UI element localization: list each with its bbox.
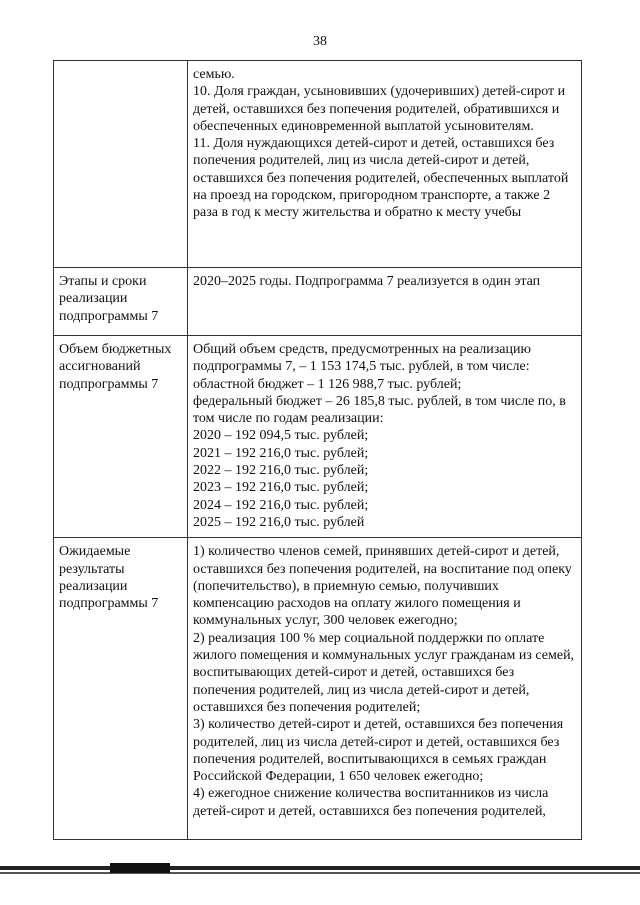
content-line: федеральный бюджет – 26 185,8 тыс. рублей, в том числе по, в том числе по годам реализации: <box>193 393 566 427</box>
row-label: Этапы и сроки реализации подпрограммы 7 <box>54 268 188 336</box>
scan-artifact-line <box>0 872 640 874</box>
passport-table <box>53 60 582 840</box>
scan-artifact-line <box>0 866 640 870</box>
content-line: 2023 – 192 216,0 тыс. рублей; <box>193 480 369 496</box>
table-row <box>54 61 582 268</box>
content-line: 2025 – 192 216,0 тыс. рублей <box>193 514 365 530</box>
table-row <box>54 268 582 336</box>
content-line: 3) количество детей-сирот и детей, оставшихся без попечения родителей, лиц из числа детей-сирот и детей, оставшихся без попечения родителей, воспитывающихся в семьях граждан Российской Федерации, 1 650 человек ежегодно; <box>193 717 564 785</box>
content-line: 2021 – 192 216,0 тыс. рублей; <box>193 445 369 461</box>
table-row <box>54 336 582 538</box>
content-line: 10. Доля граждан, усыновивших (удочеривших) детей-сирот и детей, оставшихся без попечения родителей, обратившихся и обеспеченных единовременной выплатой усыновителям. <box>193 84 566 134</box>
content-line: 2020 – 192 094,5 тыс. рублей; <box>193 428 369 444</box>
content-line: Общий объем средств, предусмотренных на реализацию подпрограммы 7, – 1 153 174,5 тыс. рублей, в том числе: <box>193 342 531 375</box>
row-content <box>188 61 582 268</box>
page-number: 38 <box>313 34 327 49</box>
scan-artifact-mark <box>110 863 170 873</box>
content-line: областной бюджет – 1 126 988,7 тыс. рублей; <box>193 376 462 392</box>
content-line: семью. <box>193 67 235 82</box>
content-line: 2) реализация 100 % мер социальной поддержки по оплате жилого помещения и коммунальных услуг гражданам из семей, воспитывающих детей-сирот и детей, оставшихся без попечения родителей, лиц из числа детей-сирот и детей, оставшихся без попечения родителей; <box>193 630 575 715</box>
content-line: 2020–2025 годы. Подпрограмма 7 реализуется в один этап <box>193 274 541 289</box>
row-label <box>54 61 188 268</box>
content-line: 2022 – 192 216,0 тыс. рублей; <box>193 463 369 479</box>
row-content <box>188 336 582 538</box>
content-line: 2024 – 192 216,0 тыс. рублей; <box>193 497 369 513</box>
content-line: 4) ежегодное снижение количества воспитанников из числа детей-сирот и детей, оставшихся без попечения родителей, <box>193 786 549 819</box>
row-content <box>188 538 582 840</box>
row-label: Ожидаемые результаты реализации подпрограммы 7 <box>54 538 188 840</box>
content-line: 1) количество членов семей, принявших детей-сирот и детей, оставшихся без попечения родителей, на воспитание под опеку (попечительство), в приемную семью, получивших компенсацию расходов на оплату жилого помещения и коммунальных услуг, 300 человек ежегодно; <box>193 544 572 629</box>
row-content <box>188 268 582 336</box>
content-line: 11. Доля нуждающихся детей-сирот и детей, оставшихся без попечения родителей, лиц из числа детей-сирот и детей, оставшихся без попечения родителей, обеспеченных выплатой на проезд на городском, пригородном транспорте, а также 2 раза в год к месту жительства и обратно к месту учебы <box>193 136 569 221</box>
table-row <box>54 538 582 840</box>
row-label: Объем бюджетных ассигнований подпрограммы 7 <box>54 336 188 538</box>
